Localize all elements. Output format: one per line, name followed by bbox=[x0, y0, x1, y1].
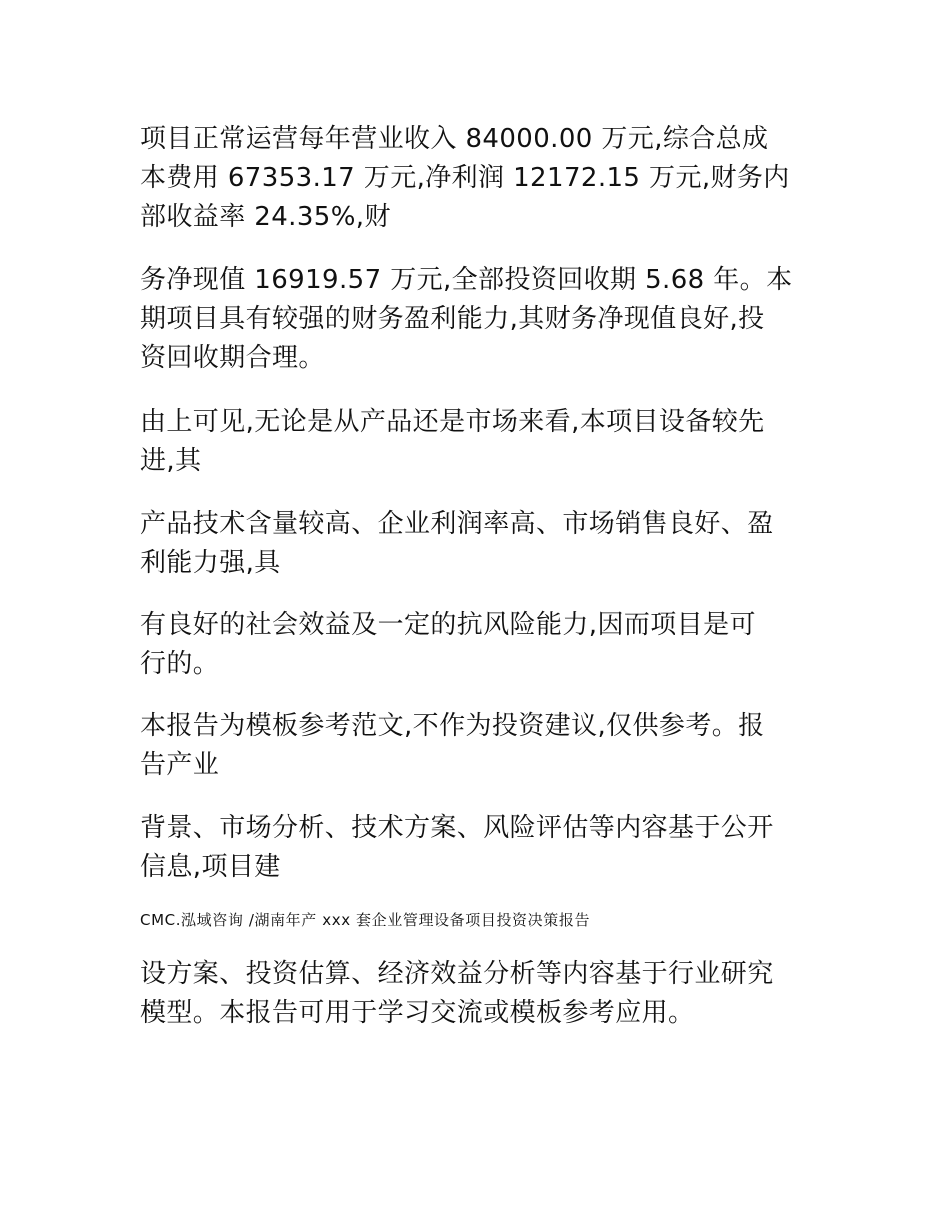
page-footer: CMC.泓域咨询 /湖南年产 xxx 套企业管理设备项目投资决策报告 bbox=[140, 911, 591, 929]
text-line: 期项目具有较强的财务盈利能力,其财务净现值良好,投 bbox=[140, 304, 765, 334]
text-line: 告产业 bbox=[140, 750, 220, 780]
paragraph-disclaimer-2 bbox=[140, 809, 820, 887]
text-line: 资回收期合理。 bbox=[140, 343, 325, 373]
paragraph-conclusion-3 bbox=[140, 606, 820, 684]
text-line: 信息,项目建 bbox=[140, 852, 281, 882]
paragraph-disclaimer-1 bbox=[140, 707, 820, 785]
text-line: 进,其 bbox=[140, 446, 202, 476]
text-line: 产品技术含量较高、企业利润率高、市场销售良好、盈 bbox=[140, 509, 774, 539]
text-line: 项目正常运营每年营业收入 84000.00 万元,综合总成 bbox=[140, 124, 769, 154]
text-line: 背景、市场分析、技术方案、风险评估等内容基于公开 bbox=[140, 813, 774, 843]
text-line: 行的。 bbox=[140, 649, 220, 679]
text-line: 有良好的社会效益及一定的抗风险能力,因而项目是可 bbox=[140, 610, 756, 640]
text-line: 模型。本报告可用于学习交流或模板参考应用。 bbox=[140, 998, 695, 1028]
text-line: 利能力强,具 bbox=[140, 548, 281, 578]
text-line: 本费用 67353.17 万元,净利润 12172.15 万元,财务内 bbox=[140, 163, 790, 193]
text-line: 由上可见,无论是从产品还是市场来看,本项目设备较先 bbox=[140, 407, 765, 437]
paragraph-disclaimer-3 bbox=[140, 955, 820, 1033]
text-line: 部收益率 24.35%,财 bbox=[140, 202, 391, 232]
paragraph-conclusion-1 bbox=[140, 403, 820, 481]
paragraph-financials bbox=[140, 120, 820, 237]
text-line: 本报告为模板参考范文,不作为投资建议,仅供参考。报 bbox=[140, 711, 765, 741]
paragraph-npv bbox=[140, 261, 820, 378]
text-line: 设方案、投资估算、经济效益分析等内容基于行业研究 bbox=[140, 959, 774, 989]
text-line: 务净现值 16919.57 万元,全部投资回收期 5.68 年。本 bbox=[140, 265, 793, 295]
paragraph-conclusion-2 bbox=[140, 505, 820, 583]
